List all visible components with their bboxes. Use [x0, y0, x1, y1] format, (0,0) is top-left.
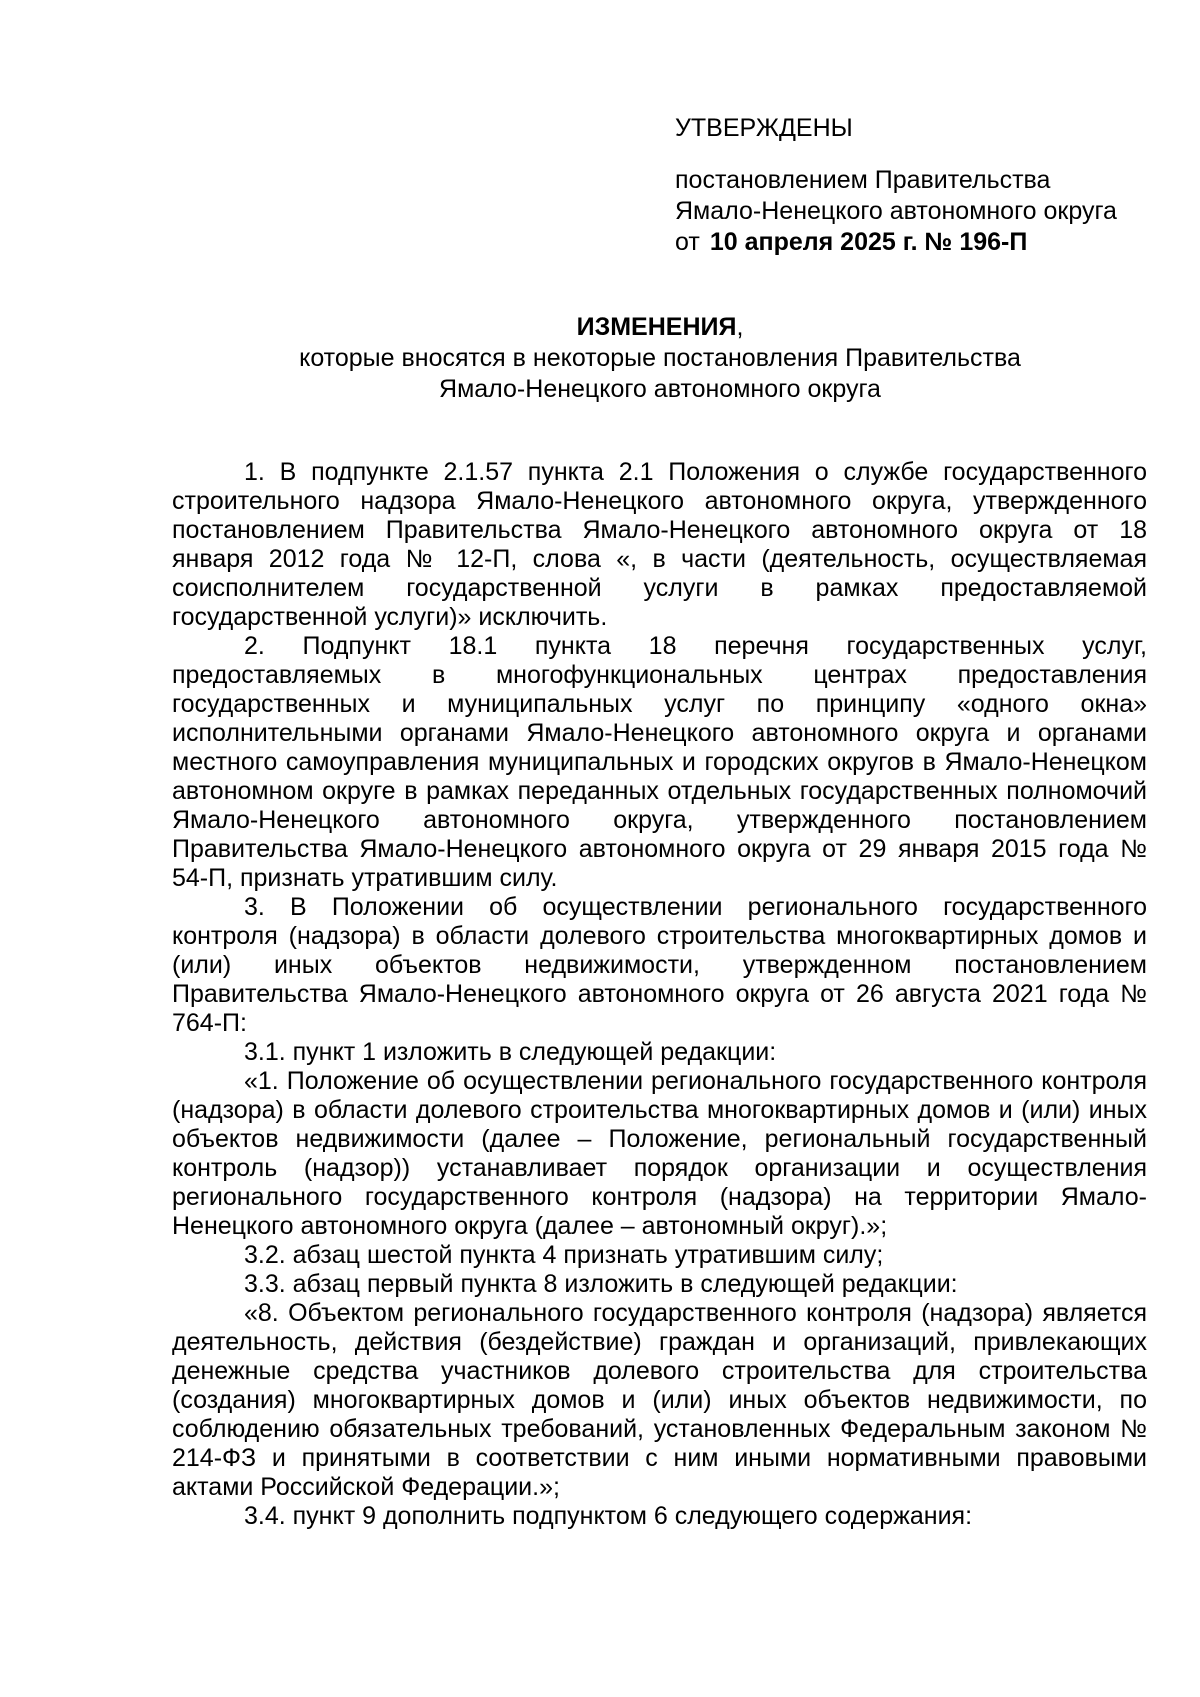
paragraph-2: 2. Подпункт 18.1 пункта 18 перечня государственных услуг, предоставляемых в многофункциональных центрах предоставления государственных и муниципальных услуг по принципу «одного окна» исполнительными органами Ямало-Ненецкого автономного округа и органами местного самоуправления муниципальных и городских округов в Ямало-Ненецком автономном округе в рамках переданных отдельных государственных полномочий Ямало-Ненецкого автономного округа, утвержденного постановлением Правительства Ямало-Ненецкого автономного округа от 29 января 2015 года № 54-П, признать утратившим силу. [172, 632, 1147, 892]
heading-line-1: которые вносятся в некоторые постановления Правительства [299, 344, 1021, 372]
paragraph-3-4: 3.4. пункт 9 дополнить подпунктом 6 следующего содержания: [244, 1502, 973, 1530]
approval-stamp: УТВЕРЖДЕНЫ [675, 114, 853, 142]
heading-title-suffix: , [736, 313, 744, 341]
paragraph-3-3-quote: «8. Объектом регионального государственного контроля (надзора) является деятельность, действия (бездействие) граждан и организаций, привлекающих денежные средства участников долевого строительства для строительства (создания) многоквартирных домов и (или) иных объектов недвижимости, по соблюдению обязательных требований, установленных Федеральным законом № 214-ФЗ и принятыми в соответствии с ним иными нормативными правовыми актами Российской Федерации.»; [172, 1299, 1147, 1501]
paragraph-3-1-quote: «1. Положение об осуществлении регионального государственного контроля (надзора) в области долевого строительства многоквартирных домов и (или) иных объектов недвижимости (далее – Положение, региональный государственный контроль (надзор)) устанавливает порядок организации и осуществления регионального государственного контроля (надзора) на территории Ямало-Ненецкого автономного округа (далее – автономный округ).»; [172, 1067, 1147, 1240]
paragraph-3-1: 3.1. пункт 1 изложить в следующей редакции: [244, 1038, 777, 1066]
document-body [172, 458, 1147, 1531]
paragraph-3-2: 3.2. абзац шестой пункта 4 признать утратившим силу; [244, 1241, 884, 1269]
approval-date-prefix: от [675, 228, 700, 256]
approval-date-number: 10 апреля 2025 г. № 196-П [709, 228, 1028, 256]
approval-block [675, 113, 1175, 258]
paragraph-1: 1. В подпункте 2.1.57 пункта 2.1 Положения о службе государственного строительного надзора Ямало-Ненецкого автономного округа, утвержденного постановлением Правительства Ямало-Ненецкого автономного округа от 18 января 2012 года № 12-П, слова «, в части (деятельность, осуществляемая соисполнителем государственной услуги в рамках предоставляемой государственной услуги)» исключить. [172, 458, 1147, 631]
heading-title-line [160, 312, 1160, 343]
heading-title: ИЗМЕНЕНИЯ [576, 313, 737, 341]
paragraph-3: 3. В Положении об осуществлении регионального государственного контроля (надзора) в области долевого строительства многоквартирных домов и (или) иных объектов недвижимости, утвержденном постановлением Правительства Ямало-Ненецкого автономного округа от 26 августа 2021 года № 764-П: [172, 893, 1147, 1037]
approval-line-1: постановлением Правительства [675, 166, 1051, 194]
paragraph-3-3: 3.3. абзац первый пункта 8 изложить в следующей редакции: [244, 1270, 958, 1298]
heading-line-2: Ямало-Ненецкого автономного округа [439, 375, 881, 403]
approval-date-line [675, 227, 1175, 258]
document-heading [160, 312, 1160, 405]
approval-line-2: Ямало-Ненецкого автономного округа [675, 197, 1117, 225]
